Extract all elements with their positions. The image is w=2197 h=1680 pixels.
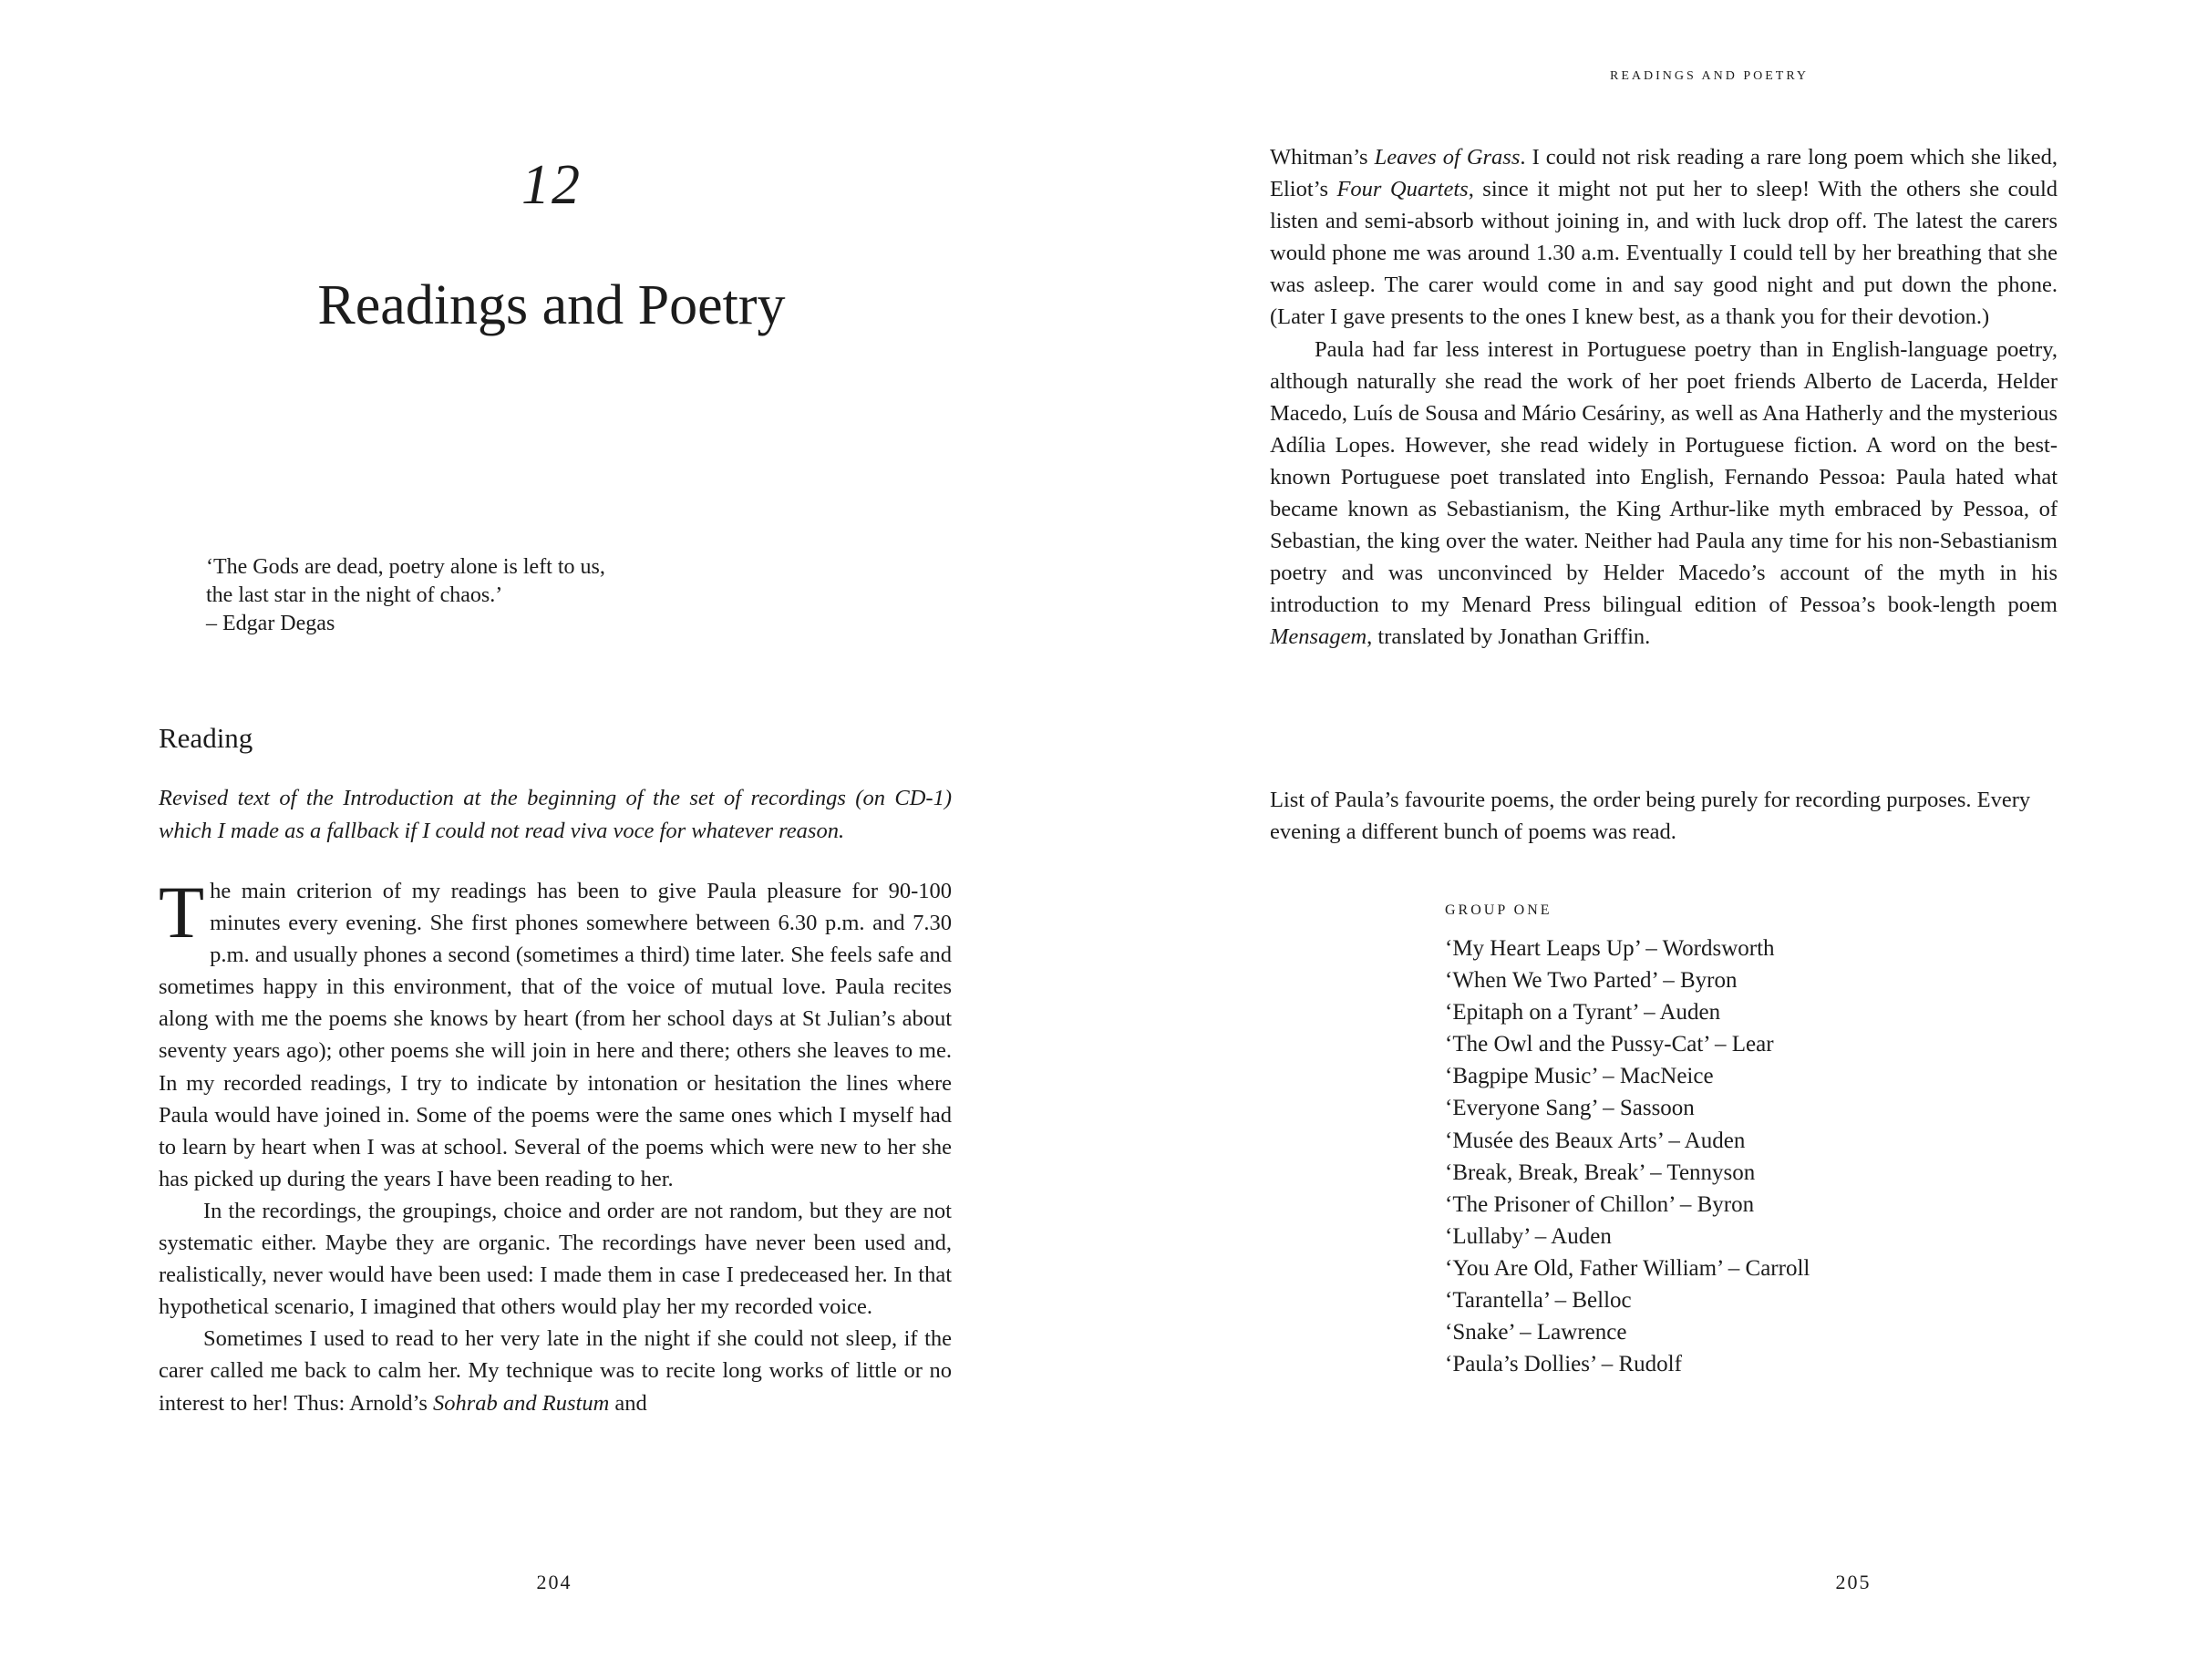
epigraph [206, 553, 753, 638]
paragraph [159, 871, 952, 1195]
list-item: ‘Snake’ – Lawrence [1445, 1320, 1627, 1345]
section-heading: Reading [159, 722, 253, 754]
epigraph-attribution: – Edgar Degas [206, 612, 335, 635]
drop-cap: T [159, 871, 205, 953]
work-title: Leaves of Grass [1374, 145, 1521, 170]
list-item: ‘Everyone Sang’ – Sassoon [1445, 1096, 1695, 1121]
list-item: ‘My Heart Leaps Up’ – Wordsworth [1445, 936, 1775, 961]
page-number: 204 [536, 1571, 572, 1593]
paragraph-text: . I could not risk reading a rare long poem which she liked, Eliot’s [1270, 145, 2058, 202]
page-number: 205 [1835, 1571, 1872, 1593]
work-title: Four Quartets [1336, 177, 1469, 202]
epigraph-line: the last star in the night of chaos.’ [206, 583, 503, 607]
work-title: Sohrab and Rustum [433, 1390, 610, 1416]
list-item: ‘Lullaby’ – Auden [1445, 1223, 1612, 1249]
list-item: ‘Epitaph on a Tyrant’ – Auden [1445, 1000, 1721, 1026]
running-head: READINGS AND POETRY [1609, 69, 1809, 83]
chapter-title: Readings and Poetry [317, 274, 786, 336]
paragraph [1270, 141, 2058, 334]
body-text-left [159, 871, 952, 1419]
right-page [1098, 0, 2197, 1680]
list-intro: List of Paula’s favourite poems, the order being purely for recording purposes. Every evening a different bunch of poems was read. [1270, 788, 2031, 845]
list-item: ‘You Are Old, Father William’ – Carroll [1445, 1255, 1810, 1281]
epigraph-line: ‘The Gods are dead, poetry alone is left to us, [206, 555, 605, 579]
paragraph [159, 1323, 952, 1418]
paragraph-text: , since it might not put her to sleep! With the others she could listen and semi-absorb without joining in, and with luck drop off. The latest the carers would phone me was around 1.30 a.m. Eventually I could tell by her breathing that she was asleep. The carer would come in and say good night and put down the phone. (Later I gave presents to the ones I knew best, as a thank you for their devotion.) [1270, 177, 2058, 330]
list-item: ‘Paula’s Dollies’ – Rudolf [1445, 1352, 1682, 1377]
left-page [0, 0, 1098, 1680]
paragraph-text: he main criterion of my readings has been to give Paula pleasure for 90-100 minutes every evening. She first phones somewhere between 6.30 p.m. and 7.30 p.m. and usually phones a second (sometimes a third) time later. She feels safe and sometimes happy in this environment, that of the voice of mutual love. Paula recites along with me the poems she knows by heart (from her school days at St Julian’s about seventy years ago); other poems she will join in here and there; others she leaves to me. In my recorded readings, I try to indicate by intonation or hesitation the lines where Paula would have joined in. Some of the poems were the same ones which I myself had to learn by heart when I was at school. Several of the poems which were new to her she has picked up during the years I have been reading to her. [159, 879, 952, 1191]
paragraph: In the recordings, the groupings, choice and order are not random, but they are not systematic either. Maybe they are organic. The recordings have never been used and, realistically, never would have been used: I made them in case I predeceased her. In that hypothetical scenario, I imagined that others would play her my recorded voice. [159, 1198, 952, 1320]
chapter-number: 12 [521, 154, 582, 216]
body-text-right [1270, 141, 2058, 654]
paragraph [1270, 334, 2058, 654]
list-item: ‘Musée des Beaux Arts’ – Auden [1445, 1128, 1746, 1153]
paragraph-text: , translated by Jonathan Griffin. [1367, 624, 1651, 650]
paragraph-text: Sometimes I used to read to her very late in the night if she could not sleep, if the carer called me back to calm her. My technique was to recite long works of little or no interest to her! Thus: Arnold’s [159, 1326, 952, 1416]
work-title: Mensagem [1270, 624, 1367, 650]
list-item: ‘The Owl and the Pussy-Cat’ – Lear [1445, 1032, 1774, 1057]
poem-list [1445, 933, 1992, 1380]
list-item: ‘When We Two Parted’ – Byron [1445, 968, 1738, 994]
list-item: ‘Break, Break, Break’ – Tennyson [1445, 1160, 1756, 1185]
paragraph-text: Whitman’s [1270, 145, 1375, 170]
list-item: ‘The Prisoner of Chillon’ – Byron [1445, 1191, 1755, 1217]
list-item: ‘Tarantella’ – Belloc [1445, 1288, 1632, 1314]
paragraph-text: Paula had far less interest in Portuguese poetry than in English-language poetry, although naturally she read the work of her poet friends Alberto de Lacerda, Helder Macedo, Luís de Sousa and Mário Cesáriny, as well as Ana Hatherly and the mysterious Adília Lopes. However, she read widely in Portuguese fiction. A word on the best-known Portuguese poet translated into English, Fernando Pessoa: Paula hated what became known as Sebastianism, the King Arthur-like myth embraced by Pessoa, of Sebastian, the king over the water. Neither had Paula any time for his non-Sebastianism poetry and was unconvinced by Helder Macedo’s account of the myth in his introduction to my Menard Press bilingual edition of Pessoa’s book-length poem [1270, 336, 2058, 618]
group-label: GROUP ONE [1445, 902, 1552, 918]
list-item: ‘Bagpipe Music’ – MacNeice [1445, 1064, 1714, 1089]
intro-note: Revised text of the Introduction at the beginning of the set of recordings (on CD-1) which I made as a fallback if I could not read viva voce for whatever reason. [159, 786, 952, 843]
paragraph-text: and [609, 1390, 647, 1416]
